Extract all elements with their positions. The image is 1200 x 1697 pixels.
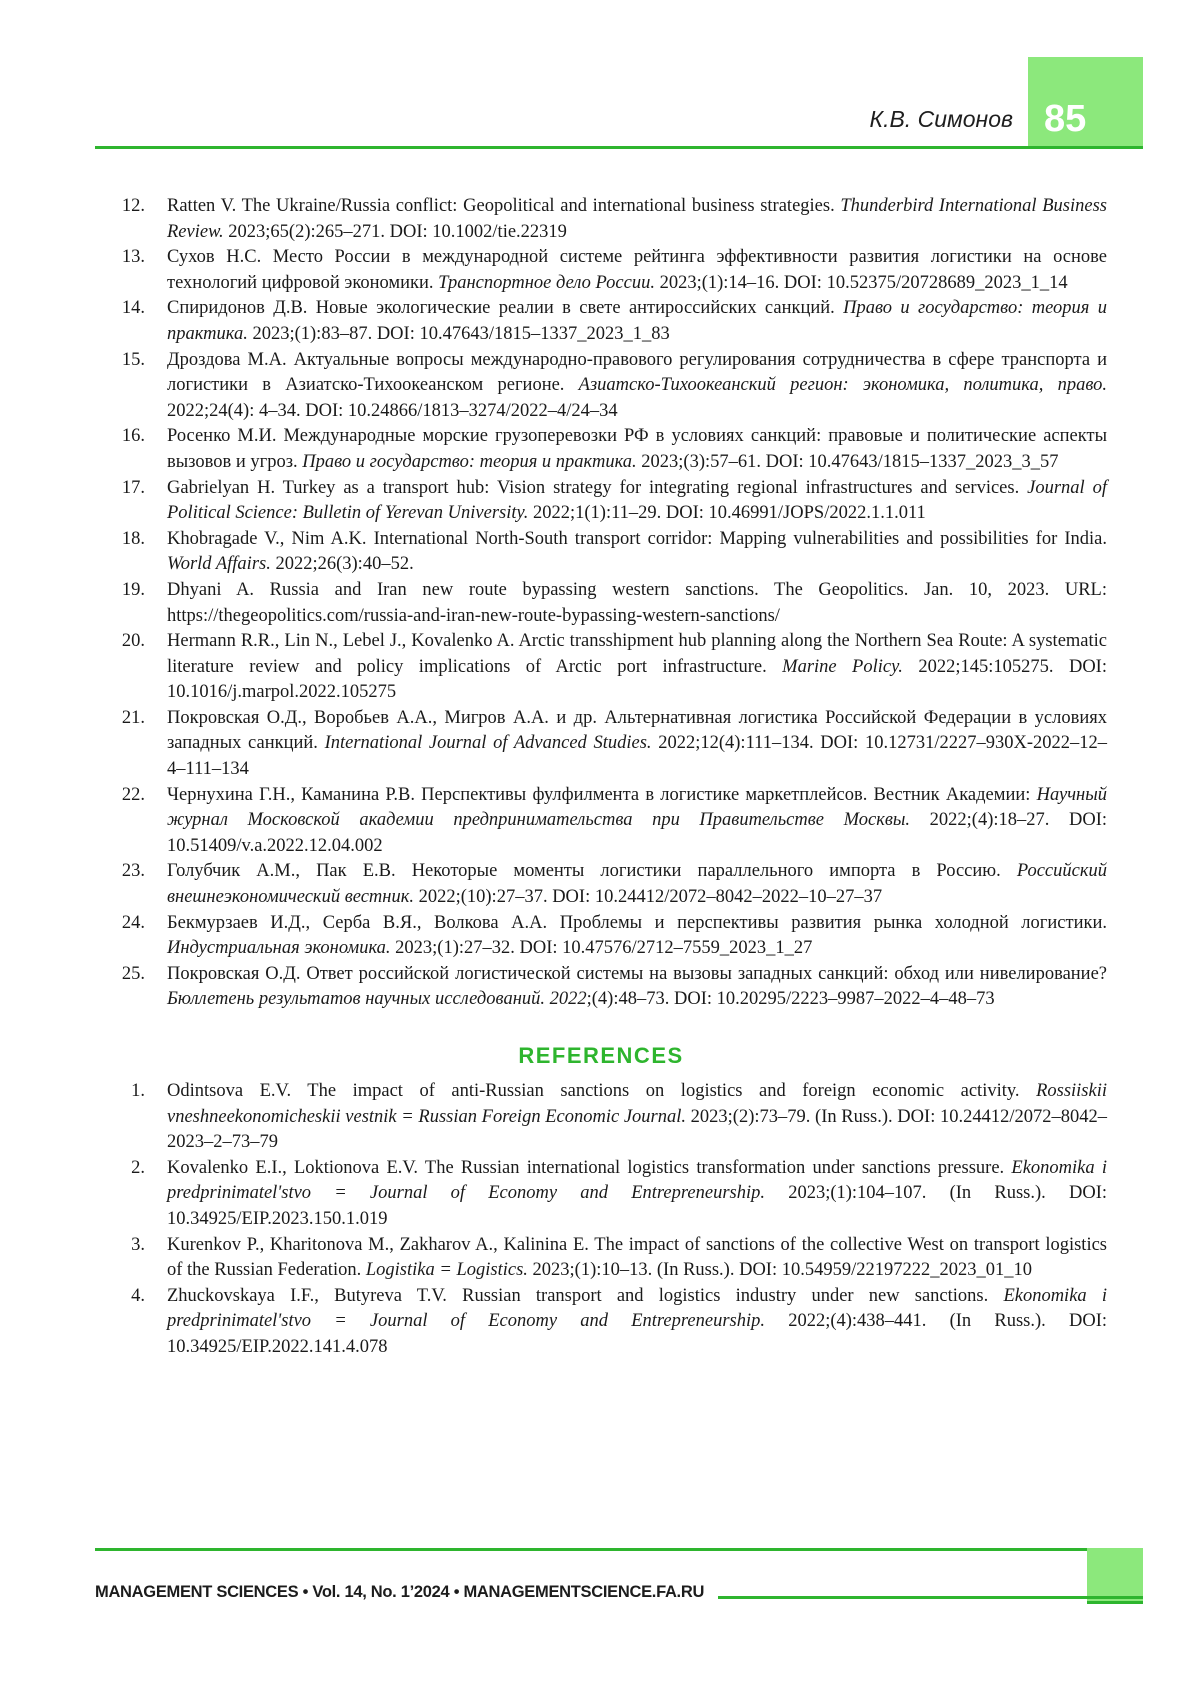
reference-number: 3. bbox=[131, 1234, 145, 1255]
reference-text bbox=[167, 1233, 1107, 1284]
reference-segment: Zhuckovskaya I.F., Butyreva T.V. Russian transport and logistics industry under new sanctions. bbox=[167, 1285, 1004, 1306]
reference-segment: 2022;145:105275. DOI: 10.1016/j.marpol.2022.105275 bbox=[167, 656, 1107, 703]
reference-text bbox=[167, 1284, 1107, 1361]
journal-title: Азиатско-Тихоокеанский регион: экономика, политика, право. bbox=[578, 375, 1107, 396]
journal-title: International Journal of Advanced Studies. bbox=[324, 733, 652, 754]
journal-title: Транспортное дело России. bbox=[438, 272, 655, 293]
reference-segment: Бекмурзаев И.Д., Серба В.Я., Волкова А.А. Проблемы и перспективы развития рынка холодной логистики. bbox=[167, 912, 1107, 933]
page-content bbox=[95, 194, 1107, 1361]
reference-segment: Чернухина Г.Н., Каманина Р.В. Перспективы фулфилмента в логистике маркетплейсов. Вестник Академии: bbox=[167, 784, 1037, 805]
reference-item bbox=[95, 1284, 1107, 1361]
journal-title: Индустриальная экономика. bbox=[167, 938, 391, 959]
references-russian-list bbox=[95, 194, 1107, 1013]
journal-title: Thunderbird International Business Review. bbox=[167, 196, 1107, 242]
journal-title: Logistika = Logistics. bbox=[365, 1260, 528, 1281]
reference-item bbox=[95, 578, 1107, 629]
reference-item bbox=[95, 911, 1107, 962]
reference-number: 15. bbox=[121, 349, 145, 370]
reference-segment: 2023;(2):73–79. (In Russ.). DOI: 10.24412/2072–8042–2023–2–73–79 bbox=[167, 1106, 1107, 1153]
page-number-block bbox=[1028, 57, 1143, 148]
reference-text bbox=[167, 296, 1107, 347]
reference-text bbox=[167, 629, 1107, 706]
reference-segment: 2022;24(4): 4–34. DOI: 10.24866/1813–3274/2022–4/24–34 bbox=[167, 400, 618, 421]
journal-title: Marine Policy. bbox=[782, 656, 903, 677]
reference-text bbox=[167, 1079, 1107, 1156]
reference-text bbox=[167, 245, 1107, 296]
journal-title: Научный журнал Московской академии предпринимательства при Правительстве Москвы. bbox=[167, 784, 1107, 831]
journal-title: Rossiiskii vneshneekonomicheskii vestnik = Russian Foreign Economic Journal. bbox=[167, 1081, 1107, 1127]
reference-text bbox=[167, 527, 1107, 578]
reference-number: 13. bbox=[121, 247, 145, 268]
reference-text bbox=[167, 424, 1107, 475]
reference-number: 1. bbox=[131, 1081, 145, 1101]
references-english-list bbox=[95, 1079, 1107, 1361]
references-heading: REFERENCES bbox=[518, 1043, 684, 1068]
reference-text bbox=[167, 348, 1107, 425]
reference-item bbox=[95, 1233, 1107, 1284]
reference-segment: Khobragade V., Nim A.K. International North-South transport corridor: Mapping vulnerabilities and possibilities for India. bbox=[167, 528, 1107, 549]
reference-item bbox=[95, 424, 1107, 475]
reference-segment: 2022;26(3):40–52. bbox=[270, 554, 414, 575]
reference-number: 25. bbox=[121, 963, 145, 984]
reference-item bbox=[95, 1156, 1107, 1233]
reference-item bbox=[95, 629, 1107, 706]
reference-text bbox=[167, 476, 1107, 527]
reference-number: 18. bbox=[121, 528, 145, 549]
reference-segment: Покровская О.Д. Ответ российской логистической системы на вызовы западных санкций: обход или нивелирование? bbox=[167, 963, 1107, 984]
journal-title: Бюллетень результатов научных исследований. 2022 bbox=[167, 989, 587, 1010]
reference-segment: 2023;(3):57–61. DOI: 10.47643/1815–1337_2023_3_57 bbox=[636, 451, 1059, 472]
reference-segment: 2022;(4):18–27. DOI: 10.51409/v.a.2022.12.04.002 bbox=[167, 810, 1107, 856]
header-rule bbox=[95, 146, 1143, 149]
footer-top-rule bbox=[95, 1548, 1143, 1551]
reference-number: 16. bbox=[121, 426, 145, 447]
reference-segment: Голубчик А.М., Пак Е.В. Некоторые моменты логистики параллельного импорта в Россию. bbox=[167, 861, 1017, 882]
reference-text bbox=[167, 706, 1107, 783]
reference-text bbox=[167, 1156, 1107, 1233]
journal-title: World Affairs. bbox=[167, 554, 271, 575]
reference-segment: Росенко М.И. Международные морские грузоперевозки РФ в условиях санкций: правовые и политические аспекты вызовов и угроз. bbox=[167, 426, 1107, 472]
reference-item bbox=[95, 348, 1107, 425]
page-number: 85 bbox=[1044, 98, 1087, 140]
reference-segment: 2023;(1):27–32. DOI: 10.47576/2712–7559_2023_1_27 bbox=[390, 938, 813, 959]
footer-baseline-rule bbox=[718, 1596, 1143, 1599]
reference-number: 22. bbox=[121, 784, 145, 805]
reference-number: 14. bbox=[121, 298, 145, 319]
reference-number: 2. bbox=[131, 1157, 145, 1178]
journal-title: Ekonomika i predprinimatel'stvo = Journal of Economy and Entrepreneurship. bbox=[167, 1157, 1107, 1204]
running-head-author: К.В. Симонов bbox=[869, 106, 1013, 132]
reference-segment: Kurenkov P., Kharitonova M., Zakharov A., Kalinina E. The impact of sanctions of the collective West on transport logistics of the Russian Federation. bbox=[167, 1234, 1107, 1281]
reference-number: 12. bbox=[121, 196, 145, 216]
reference-text bbox=[167, 962, 1107, 1013]
reference-segment: 2022;12(4):111–134. DOI: 10.12731/2227–930X-2022–12–4–111–134 bbox=[167, 733, 1107, 780]
reference-item bbox=[95, 245, 1107, 296]
reference-segment: Kovalenko E.I., Loktionova E.V. The Russian international logistics transformation under sanctions pressure. bbox=[167, 1157, 1012, 1178]
journal-title: Российский внешнеэкономический вестник. bbox=[167, 861, 1107, 908]
reference-number: 21. bbox=[121, 707, 145, 728]
reference-segment: 2022;1(1):11–29. DOI: 10.46991/JOPS/2022.1.1.011 bbox=[528, 503, 926, 524]
footer-row bbox=[95, 1582, 1143, 1602]
reference-number: 4. bbox=[131, 1285, 145, 1306]
reference-text bbox=[167, 783, 1107, 860]
reference-segment: 2022;(10):27–37. DOI: 10.24412/2072–8042–2022–10–27–37 bbox=[413, 887, 883, 908]
journal-line: MANAGEMENT SCIENCES • Vol. 14, No. 1’2024 • MANAGEMENTSCIENCE.FA.RU bbox=[95, 1583, 705, 1601]
reference-segment: 2022;(4):438–441. (In Russ.). DOI: 10.34925/EIP.2022.141.4.078 bbox=[167, 1311, 1107, 1357]
reference-item bbox=[95, 783, 1107, 860]
journal-title: Право и государство: теория и практика. bbox=[167, 298, 1107, 344]
reference-segment: Покровская О.Д., Воробьев А.А., Мигров А.А. и др. Альтернативная логистика Российской Федерации в условиях западных санкций. bbox=[167, 707, 1107, 754]
reference-text bbox=[167, 911, 1107, 962]
reference-segment: Hermann R.R., Lin N., Lebel J., Kovalenko A. Arctic transshipment hub planning along the Northern Sea Route: A systematic literature review and policy implications of Arctic port infrastructure. bbox=[167, 631, 1107, 677]
reference-number: 19. bbox=[121, 579, 145, 600]
reference-segment: 2023;65(2):265–271. DOI: 10.1002/tie.22319 bbox=[223, 221, 567, 242]
reference-item bbox=[95, 194, 1107, 245]
reference-segment: 2023;(1):14–16. DOI: 10.52375/20728689_2023_1_14 bbox=[654, 272, 1068, 293]
reference-item bbox=[95, 1079, 1107, 1156]
reference-number: 20. bbox=[121, 631, 145, 652]
reference-segment: 2023;(1):10–13. (In Russ.). DOI: 10.54959/22197222_2023_01_10 bbox=[527, 1260, 1032, 1281]
journal-title: Journal of Political Science: Bulletin of Yerevan University. bbox=[167, 477, 1107, 524]
journal-title: Право и государство: теория и практика. bbox=[302, 451, 637, 472]
reference-number: 17. bbox=[121, 477, 145, 498]
reference-segment: Сухов Н.С. Место России в международной системе рейтинга эффективности развития логистики на основе технологий цифровой экономики. bbox=[167, 247, 1107, 293]
reference-item bbox=[95, 527, 1107, 578]
reference-segment: Odintsova E.V. The impact of anti-Russian sanctions on logistics and foreign economic activity. bbox=[167, 1081, 1037, 1101]
reference-text bbox=[167, 578, 1107, 629]
reference-item bbox=[95, 476, 1107, 527]
reference-segment: Dhyani A. Russia and Iran new route bypassing western sanctions. The Geopolitics. Jan. 10, 2023. URL: https://thegeopolitics.com/russia-and-iran-new-route-bypassing-western-sanctions/ bbox=[167, 579, 1107, 626]
reference-item bbox=[95, 859, 1107, 910]
reference-segment: Ratten V. The Ukraine/Russia conflict: Geopolitical and international business strategies. bbox=[167, 196, 841, 216]
reference-item bbox=[95, 706, 1107, 783]
reference-segment: 2023;(1):83–87. DOI: 10.47643/1815–1337_2023_1_83 bbox=[247, 323, 670, 344]
reference-segment: Gabrielyan H. Turkey as a transport hub: Vision strategy for integrating regional infrastructures and services. bbox=[167, 477, 1028, 498]
reference-number: 23. bbox=[121, 861, 145, 882]
reference-item bbox=[95, 296, 1107, 347]
reference-item bbox=[95, 962, 1107, 1013]
reference-segment: ;(4):48–73. DOI: 10.20295/2223–9987–2022–4–48–73 bbox=[586, 989, 995, 1010]
reference-segment: Дроздова М.А. Актуальные вопросы международно-правового регулирования сотрудничества в сфере транспорта и логистики в Азиатско-Тихоокеанском регионе. bbox=[167, 349, 1107, 396]
reference-segment: Спиридонов Д.В. Новые экологические реалии в свете антироссийских санкций. bbox=[167, 298, 844, 319]
reference-segment: 2023;(1):104–107. (In Russ.). DOI: 10.34925/EIP.2023.150.1.019 bbox=[167, 1183, 1107, 1229]
reference-number: 24. bbox=[121, 912, 145, 933]
reference-text bbox=[167, 194, 1107, 245]
reference-text bbox=[167, 859, 1107, 910]
journal-title: Ekonomika i predprinimatel'stvo = Journal of Economy and Entrepreneurship. bbox=[167, 1285, 1107, 1332]
